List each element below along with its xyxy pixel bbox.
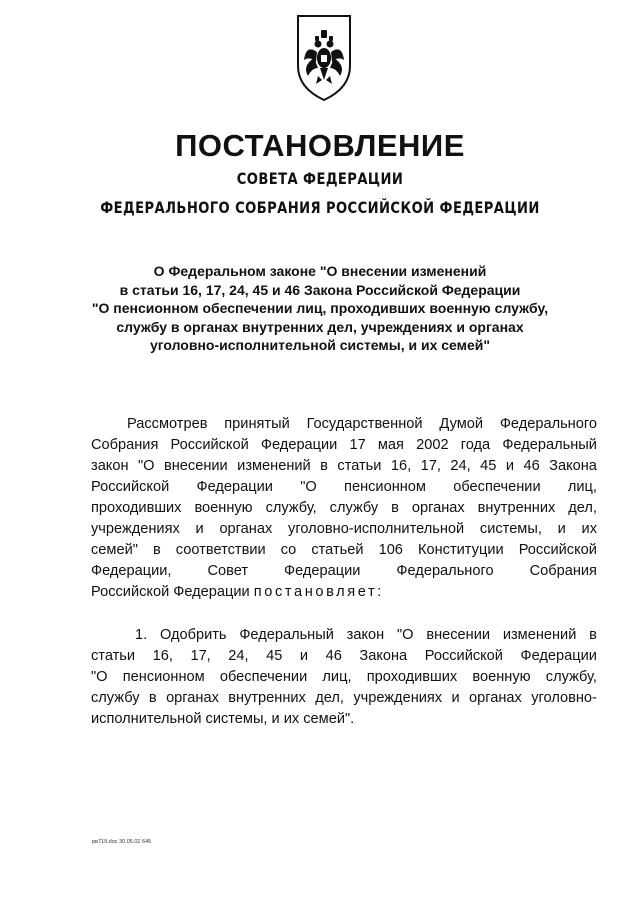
word: 17: [349, 437, 366, 453]
word: закон: [91, 458, 129, 474]
word: Российской: [518, 542, 597, 558]
word: Собрания: [529, 563, 597, 579]
word: 106: [378, 542, 403, 558]
word: Государственной: [306, 416, 423, 432]
document-subject: [60, 262, 580, 355]
word: Федерации: [284, 563, 361, 579]
word: 45: [266, 648, 283, 664]
word: внутренних: [228, 690, 306, 706]
preamble-line: [91, 519, 597, 540]
preamble-line: [91, 582, 597, 603]
word: Федеральный: [239, 627, 334, 643]
word: уголовно-: [531, 690, 597, 706]
word: службу: [329, 500, 379, 516]
preamble-line: [91, 414, 597, 435]
word: Федерации: [260, 437, 338, 453]
preamble-line: [91, 477, 597, 498]
word: "О: [397, 627, 414, 643]
word: статьей: [311, 542, 364, 558]
word: мая: [377, 437, 404, 453]
word: Федерального: [396, 563, 494, 579]
word: и: [557, 521, 566, 537]
preamble-line: [91, 561, 597, 582]
word: изменений: [502, 627, 577, 643]
word: Одобрить: [159, 627, 227, 643]
issuer-line-2: ФЕДЕРАЛЬНОГО СОБРАНИЯ РОССИЙСКОЙ ФЕДЕРАЦИИ: [100, 198, 540, 217]
word: и: [299, 648, 309, 664]
word: и: [451, 690, 460, 706]
subject-line: О Федеральном законе "О внесении изменений: [153, 263, 487, 279]
word: 1.: [135, 627, 148, 643]
word: и: [195, 521, 204, 537]
word: уголовно-исполнительной: [288, 521, 465, 537]
resolves-word: постановляет:: [253, 584, 384, 600]
word: обеспечении: [453, 479, 541, 495]
word: военную: [194, 500, 253, 516]
word: 17,: [190, 648, 211, 664]
word: в: [152, 542, 161, 558]
word: Конституции: [418, 542, 504, 558]
item-1-paragraph: [91, 625, 597, 730]
preamble-paragraph: [91, 414, 597, 603]
word: Собрания: [91, 437, 159, 453]
word: принятый: [224, 416, 290, 432]
word: органах: [411, 500, 465, 516]
subject-line: "О пенсионном обеспечении лиц, проходивших военную службу,: [91, 300, 549, 316]
word: 16,: [390, 458, 412, 474]
word: военную: [472, 669, 531, 685]
word: Российской: [91, 479, 170, 495]
coat-of-arms-icon: [296, 14, 352, 102]
item-1-line: [91, 688, 597, 709]
word: лиц,: [567, 479, 597, 495]
word: Федерального: [499, 416, 597, 432]
word: "О: [300, 479, 317, 495]
word: Федеральный: [502, 437, 597, 453]
word: органах: [166, 690, 219, 706]
word: 2002: [416, 437, 449, 453]
word: 16,: [152, 648, 173, 664]
word: и: [505, 458, 514, 474]
word: внесении: [426, 627, 491, 643]
word: проходивших: [366, 669, 458, 685]
word: изменений: [237, 458, 311, 474]
word: 17,: [420, 458, 441, 474]
word: года: [460, 437, 491, 453]
word: органах: [469, 690, 522, 706]
word: 45: [480, 458, 497, 474]
word: статьи: [91, 648, 136, 664]
word: органах: [219, 521, 273, 537]
word: Российской: [170, 437, 249, 453]
word: дел,: [568, 500, 597, 516]
word: в: [320, 458, 328, 474]
word: закон: [346, 627, 385, 643]
word: системы,: [479, 521, 542, 537]
word: учреждениях: [353, 690, 443, 706]
word: лиц,: [322, 669, 352, 685]
subject-line: службу в органах внутренних дел, учреждениях и органах: [116, 318, 524, 335]
issuer-line-1: СОВЕТА ФЕДЕРАЦИИ: [236, 169, 404, 188]
subject-line: в статьи 16, 17, 24, 45 и 46 Закона Российской Федерации: [119, 281, 521, 298]
item-1-line: [91, 625, 597, 646]
word: Думой: [439, 416, 483, 432]
word: службу,: [545, 669, 597, 685]
word: Закона: [359, 648, 408, 664]
word: учреждениях: [91, 521, 180, 537]
word: в: [148, 690, 157, 706]
word: службу,: [265, 500, 317, 516]
word: статьи: [337, 458, 382, 474]
preamble-line: [91, 456, 597, 477]
word: обеспечении: [219, 669, 308, 685]
word: в: [391, 500, 399, 516]
preamble-line: [91, 498, 597, 519]
word: проходивших: [91, 500, 182, 516]
word: "О: [138, 458, 155, 474]
word: Федерации: [196, 479, 273, 495]
file-reference: рв719.doc 30.05.02 645: [92, 839, 152, 845]
word: службу: [91, 690, 140, 706]
word: Федерации,: [91, 563, 172, 579]
document-title: ПОСТАНОВЛЕНИЕ: [175, 128, 465, 163]
subject-line: уголовно-исполнительной системы, и их семей": [149, 337, 491, 353]
word: их: [581, 521, 597, 537]
word: пенсионном: [122, 669, 205, 685]
word: со: [280, 542, 297, 558]
preamble-line: [91, 540, 597, 561]
word: в: [589, 627, 597, 643]
word: Закона: [549, 458, 597, 474]
preamble-last-text: Российской Федерации: [91, 584, 254, 600]
word: 24,: [450, 458, 471, 474]
word: Совет: [207, 563, 249, 579]
word: внутренних: [477, 500, 556, 516]
word: соответствии: [175, 542, 266, 558]
word: пенсионном: [344, 479, 426, 495]
item-1-line: исполнительной системы, и их семей".: [91, 711, 355, 727]
word: внесении: [164, 458, 228, 474]
preamble-line: [91, 435, 597, 456]
word: Рассмотрев: [127, 416, 208, 432]
word: Федерации: [520, 648, 597, 664]
word: Российской: [424, 648, 503, 664]
word: 46: [523, 458, 540, 474]
word: "О: [91, 669, 108, 685]
word: 46: [325, 648, 342, 664]
word: дел,: [315, 690, 344, 706]
word: 24,: [228, 648, 249, 664]
item-1-line: [91, 646, 597, 667]
word: семей": [91, 542, 138, 558]
item-1-line: [91, 667, 597, 688]
